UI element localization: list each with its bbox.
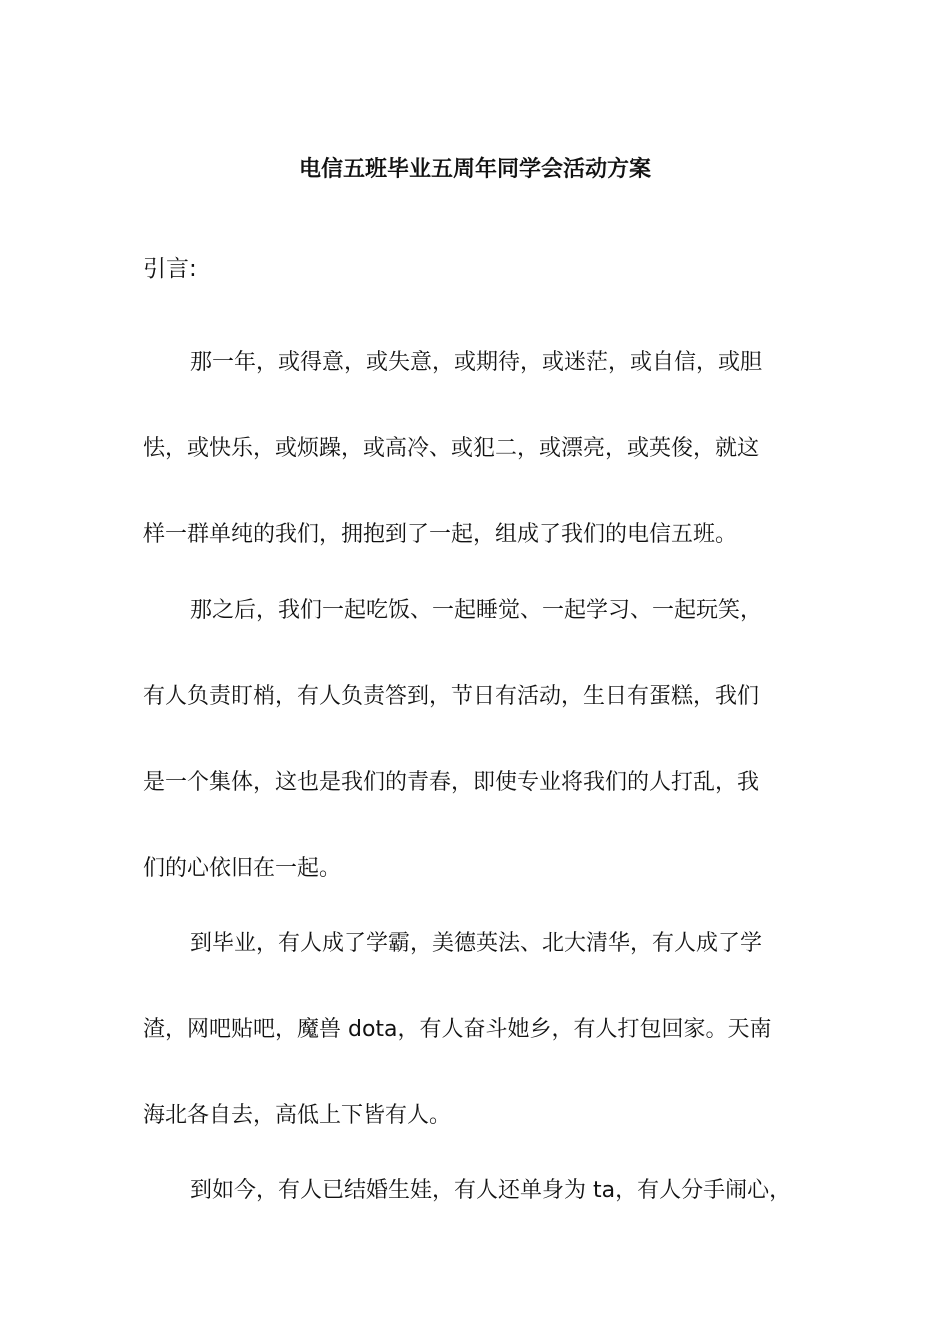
paragraph-line: 渣，网吧贴吧，魔兽 dota，有人奋斗她乡，有人打包回家。天南 [143,1017,772,1042]
paragraph-line: 是一个集体，这也是我们的青春，即使专业将我们的人打乱，我 [143,770,760,795]
paragraph-line: 样一群单纯的我们，拥抱到了一起，组成了我们的电信五班。 [143,522,738,547]
intro-heading: 引言: [143,256,197,282]
paragraph-line: 有人负责盯梢，有人负责答到，节日有活动，生日有蛋糕，我们 [143,684,760,709]
paragraph-line: 到毕业，有人成了学霸，美德英法、北大清华，有人成了学 [190,931,763,956]
paragraph-line: 们的心依旧在一起。 [143,856,342,881]
paragraph-line: 怯，或快乐，或烦躁，或高冷、或犯二，或漂亮，或英俊，就这 [143,436,760,461]
document-title: 电信五班毕业五周年同学会活动方案 [298,157,651,182]
paragraph-line: 那一年，或得意，或失意，或期待，或迷茫，或自信，或胆 [190,350,763,375]
paragraph-line: 海北各自去，高低上下皆有人。 [143,1103,452,1128]
paragraph-line: 到如今，有人已结婚生娃，有人还单身为 ta，有人分手闹心， [190,1178,792,1203]
paragraph-line: 那之后，我们一起吃饭、一起睡觉、一起学习、一起玩笑， [190,598,763,623]
